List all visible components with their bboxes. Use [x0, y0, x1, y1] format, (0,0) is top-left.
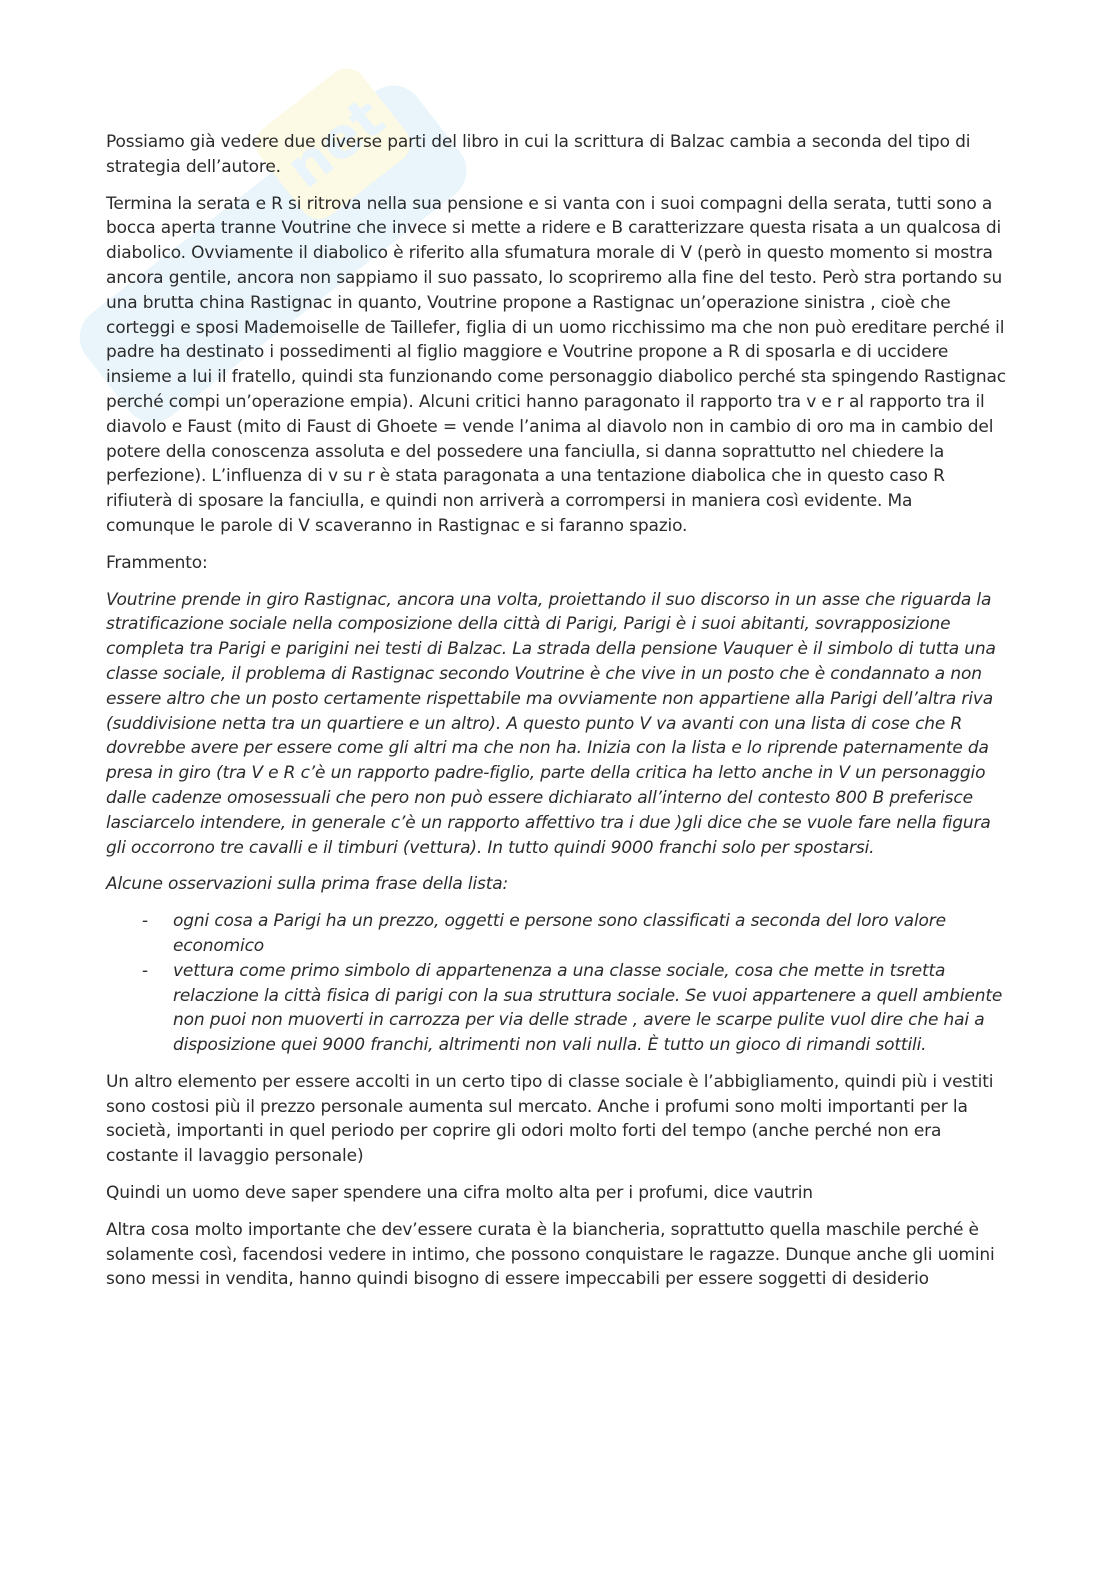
list-bullet: - — [142, 911, 148, 932]
paragraph-osservazioni: Alcune osservazioni sulla prima frase della lista: — [106, 874, 509, 895]
watermark-text: net — [274, 85, 397, 202]
list-item-text: ogni cosa a Parigi ha un prezzo, oggetti e persone sono classificati a seconda del loro valore economico — [173, 911, 946, 956]
paragraph-serata: Termina la serata e R si ritrova nella sua pensione e si vanta con i suoi compagni della serata, tutti sono a bocca aperta tranne Voutrine che invece si mette a ridere e B caratterizzare questa risata a un qualcosa di diabolico. Ovviamente il diabolico è riferito alla sfumatura morale di V (però in questo momento si mostra ancora gentile, ancora non sappiamo il suo passato, lo scopriremo alla fine del testo. Però stra portando su una brutta china Rastignac in quanto, Voutrine propone a Rastignac un’operazione sinistra , cioè che corteggi e sposi Mademoiselle de Taillefer, figlia di un uomo ricchissimo ma che non può ereditare perché il padre ha destinato i possedimenti al figlio maggiore e Voutrine propone a R di sposarla e di uccidere insieme a lui il fratello, quindi sta funzionando come personaggio diabolico perché sta spingendo Rastignac perché compi un’operazione empia). Alcuni critici hanno paragonato il rapporto tra v e r al rapporto tra il diavolo e Faust (mito di Faust di Ghoete = vende l’anima al diavolo non in cambio di oro ma in cambio del potere della conoscenza assoluta e del possedere una fanciulla, si danna soprattutto nel chiedere la perfezione). L’influenza di v su r è stata paragonata a una tentazione diabolica che in questo caso R rifiuterà di sposare la fanciulla, e quindi non arriverà a corrompersi in maniera così evidente. Ma comunque le parole di V scaveranno in Rastignac e si faranno spazio. — [106, 193, 1006, 536]
observations-list — [106, 909, 1006, 1058]
list-item-text: vettura come primo simbolo di appartenenza a una classe sociale, cosa che mette in tsretta relaczione la città fisica di parigi con la sua struttura sociale. Se vuoi appartenere a quell ambiente non puoi non muoverti in carrozza per via delle strade , avere le scarpe pulite vuol dire che hai a disposizione quei 9000 franchi, altrimenti non vali nulla. È tutto un gioco di rimandi sottili. — [173, 960, 1003, 1056]
list-item — [106, 909, 1006, 959]
paragraph-profumi: Quindi un uomo deve saper spendere una cifra molto alta per i profumi, dice vautrin — [106, 1183, 813, 1204]
document-body — [106, 130, 1006, 1304]
paragraph-frammento: Voutrine prende in giro Rastignac, ancora una volta, proiettando il suo discorso in un asse che riguarda la stratificazione sociale nella composizione della città di Parigi, Parigi è i suoi abitanti, sovrapposizione completa tra Parigi e parigini nei testi di Balzac. La strada della pensione Vauquer è il simbolo di tutta una classe sociale, il problema di Rastignac secondo Voutrine è che vive in un posto che è condannato a non essere altro che un posto certamente rispettabile ma ovviamente non appartiene alla Parigi dell’altra riva (suddivisione netta tra un quartiere e un altro). A questo punto V va avanti con una lista di cose che R dovrebbe avere per essere come gli altri ma che non ha. Inizia con la lista e lo riprende paternamente da presa in giro (tra V e R c’è un rapporto padre-figlio, parte della critica ha letto anche in V un personaggio dalle cadenze omosessuali che pero non può essere dichiarato all’interno del contesto 800 B preferisce lasciarcelo intendere, in generale c’è un rapporto affettivo tra i due )gli dice che se vuole fare nella figura gli occorrono tre cavalli e il timburi (vettura). In tutto quindi 9000 franchi solo per spostarsi. — [106, 589, 996, 858]
paragraph-intro: Possiamo già vedere due diverse parti del libro in cui la scrittura di Balzac cambia a seconda del tipo di strategia dell’autore. — [106, 132, 971, 177]
list-bullet: - — [142, 960, 148, 981]
paragraph-abbigliamento: Un altro elemento per essere accolti in un certo tipo di classe sociale è l’abbigliamento, quindi più i vestiti sono costosi più il prezzo personale aumenta sul mercato. Anche i profumi sono molti importanti per la società, importanti in quel periodo per coprire gli odori molto forti del tempo (anche perché non era costante il lavaggio personale) — [106, 1071, 994, 1167]
paragraph-frammento-label: Frammento: — [106, 552, 208, 573]
list-item — [106, 959, 1006, 1058]
paragraph-biancheria: Altra cosa molto importante che dev’essere curata è la biancheria, soprattutto quella maschile perché è solamente così, facendosi vedere in intimo, che possono conquistare le ragazze. Dunque anche gli uomini sono messi in vendita, hanno quindi bisogno di essere impeccabili per essere soggetti di desiderio — [106, 1219, 995, 1290]
